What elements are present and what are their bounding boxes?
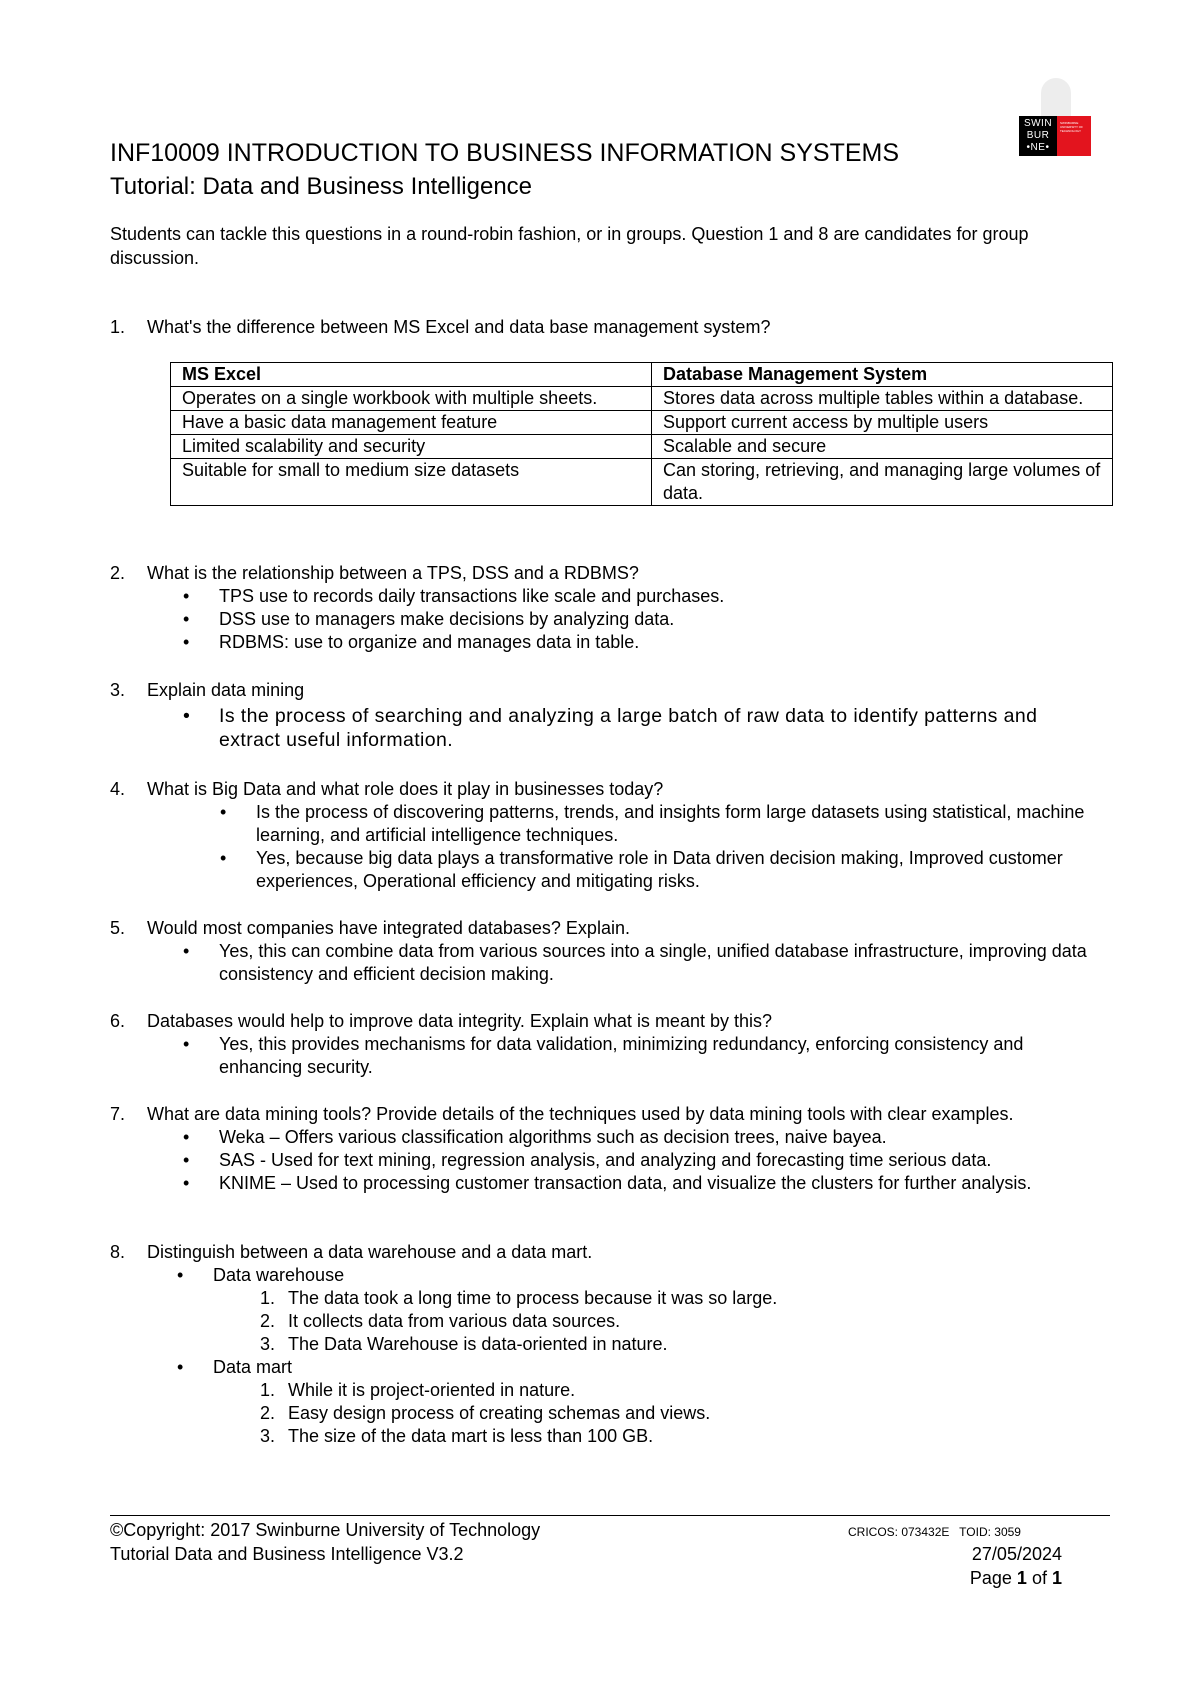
question-text: What is Big Data and what role does it play in businesses today? — [147, 779, 664, 799]
bullet-icon: • — [183, 1034, 190, 1054]
table-row — [171, 387, 1113, 411]
logo-red-block: SWINBURNE UNIVERSITY OF TECHNOLOGY — [1057, 116, 1091, 156]
footer-cricos: CRICOS: 073432E TOID: 3059 — [848, 1525, 1021, 1539]
swinburne-logo — [1019, 78, 1091, 158]
table-cell: Suitable for small to medium size datasets — [171, 459, 652, 506]
group-data-mart: • Data mart — [177, 1357, 293, 1377]
answer-bullet: • Is the process of discovering patterns, trends, and insights form large datasets using statistical, machine learning, and artificial intelligence techniques. — [220, 802, 1085, 845]
bullet-icon: • — [177, 1265, 184, 1285]
group-data-warehouse: • Data warehouse — [177, 1265, 345, 1285]
document-title: INF10009 INTRODUCTION TO BUSINESS INFORMATION SYSTEMS — [110, 139, 900, 167]
question-4 — [110, 778, 1100, 893]
footer-divider — [110, 1515, 1110, 1516]
document-subtitle: Tutorial: Data and Business Intelligence — [110, 173, 533, 200]
question-number: 4. — [110, 779, 126, 799]
list-item: 1. While it is project-oriented in nature. — [260, 1380, 576, 1400]
answer-bullet: • DSS use to managers make decisions by analyzing data. — [183, 609, 675, 629]
question-number: 1. — [110, 317, 126, 337]
bullet-icon: • — [177, 1357, 184, 1377]
question-1 — [110, 316, 1100, 339]
table-header-excel: MS Excel — [171, 363, 652, 387]
bullet-icon: • — [220, 802, 227, 822]
question-number: 6. — [110, 1011, 126, 1031]
table-cell: Can storing, retrieving, and managing large volumes of data. — [652, 459, 1113, 506]
list-item: 3. The Data Warehouse is data-oriented in nature. — [260, 1334, 668, 1354]
bullet-icon: • — [183, 1127, 190, 1147]
list-item: 2. It collects data from various data sources. — [260, 1311, 621, 1331]
question-6 — [110, 1010, 1100, 1079]
list-item: 1. The data took a long time to process because it was so large. — [260, 1288, 778, 1308]
table-cell: Limited scalability and security — [171, 435, 652, 459]
question-8 — [110, 1241, 1100, 1448]
question-text: What is the relationship between a TPS, DSS and a RDBMS? — [147, 563, 639, 583]
footer-date: 27/05/2024 — [971, 1544, 1062, 1564]
table-cell: Operates on a single workbook with multiple sheets. — [171, 387, 652, 411]
table-cell: Stores data across multiple tables within a database. — [652, 387, 1113, 411]
bullet-icon: • — [183, 609, 190, 629]
question-text: Would most companies have integrated databases? Explain. — [147, 918, 630, 938]
bullet-icon: • — [183, 1150, 190, 1170]
question-text: Explain data mining — [147, 680, 305, 700]
question-number: 7. — [110, 1104, 126, 1124]
question-text: Databases would help to improve data integrity. Explain what is meant by this? — [147, 1011, 772, 1031]
question-2 — [110, 562, 1100, 654]
footer-doc-title: Tutorial Data and Business Intelligence V3.2 — [110, 1544, 464, 1564]
answer-bullet: • Yes, because big data plays a transformative role in Data driven decision making, Improved customer experiences, Operational efficiency and mitigating risks. — [220, 848, 1063, 891]
question-5 — [110, 917, 1100, 986]
answer-bullet: • TPS use to records daily transactions like scale and purchases. — [183, 586, 725, 606]
bullet-icon: • — [183, 705, 191, 727]
table-row — [171, 435, 1113, 459]
footer-copyright: ©Copyright: 2017 Swinburne University of Technology — [110, 1520, 541, 1540]
table-cell: Support current access by multiple users — [652, 411, 1113, 435]
question-number: 5. — [110, 918, 126, 938]
bullet-icon: • — [183, 632, 190, 652]
question-number: 2. — [110, 563, 126, 583]
table-row — [171, 459, 1113, 506]
table-header-dbms: Database Management System — [652, 363, 1113, 387]
answer-bullet: • KNIME – Used to processing customer transaction data, and visualize the clusters for further analysis. — [183, 1173, 1032, 1193]
answer-bullet: • SAS - Used for text mining, regression analysis, and analyzing and forecasting time serious data. — [183, 1150, 992, 1170]
intro-paragraph: Students can tackle this questions in a round-robin fashion, or in groups. Question 1 and 8 are candidates for group discussion. — [110, 224, 1029, 268]
logo-black-block: SWIN BUR •NE• — [1019, 116, 1057, 156]
list-item: 2. Easy design process of creating schemas and views. — [260, 1403, 711, 1423]
answer-bullet: • RDBMS: use to organize and manages data in table. — [183, 632, 640, 652]
answer-bullet: • Yes, this provides mechanisms for data validation, minimizing redundancy, enforcing consistency and enhancing security. — [183, 1034, 1024, 1077]
question-number: 8. — [110, 1242, 126, 1262]
comparison-table — [170, 362, 1113, 506]
bullet-icon: • — [220, 848, 227, 868]
question-text: Distinguish between a data warehouse and a data mart. — [147, 1242, 593, 1262]
footer-page-number: Page 1 of 1 — [969, 1568, 1062, 1588]
bullet-icon: • — [183, 941, 190, 961]
question-number: 3. — [110, 680, 126, 700]
table-row — [171, 411, 1113, 435]
crest-watermark-icon — [1041, 78, 1071, 120]
bullet-icon: • — [183, 586, 190, 606]
table-header-row — [171, 363, 1113, 387]
list-item: 3. The size of the data mart is less than 100 GB. — [260, 1426, 654, 1446]
question-text: What are data mining tools? Provide details of the techniques used by data mining tools with clear examples. — [147, 1104, 1014, 1124]
question-3 — [110, 679, 1100, 752]
table-cell: Scalable and secure — [652, 435, 1113, 459]
question-text: What's the difference between MS Excel and data base management system? — [147, 317, 771, 337]
answer-bullet: • Yes, this can combine data from various sources into a single, unified database infrastructure, improving data consistency and efficient decision making. — [183, 941, 1087, 984]
answer-bullet: • Weka – Offers various classification algorithms such as decision trees, naive bayea. — [183, 1127, 887, 1147]
question-7 — [110, 1103, 1100, 1195]
table-cell: Have a basic data management feature — [171, 411, 652, 435]
answer-bullet: • Is the process of searching and analyzing a large batch of raw data to identify patterns and extract useful information. — [183, 705, 1038, 751]
bullet-icon: • — [183, 1173, 190, 1193]
